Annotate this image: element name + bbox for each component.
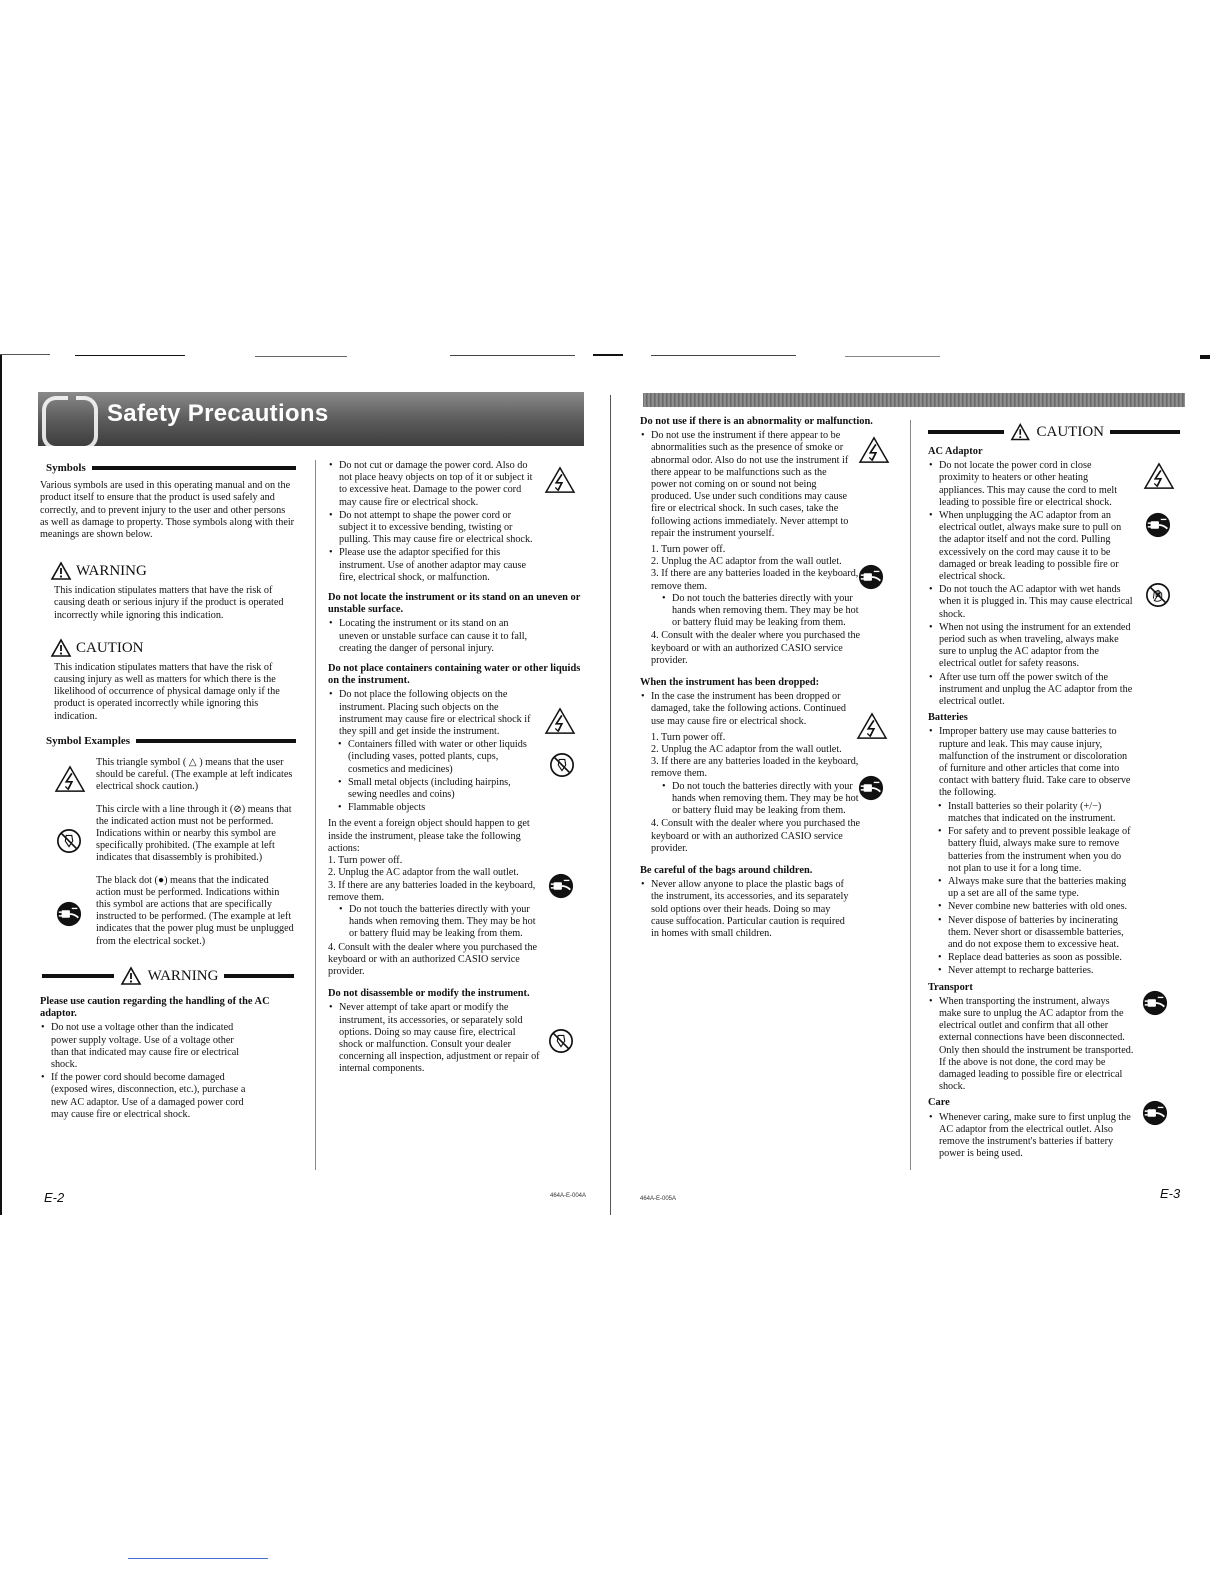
warning-section-heading: WARNING (40, 966, 296, 986)
abnormality-head: Do not use if there is an abnormality or malfunction. (640, 416, 873, 427)
water-containers-list (328, 689, 540, 814)
caution-definition (40, 638, 296, 723)
disassemble-list (328, 1002, 540, 1075)
caution-label: CAUTION (76, 639, 144, 656)
list-item: • After use turn off the power switch of the instrument and unplug the AC adaptor from the electrical outlet. (928, 672, 1134, 709)
list-item: • Do not place the following objects on the instrument. Placing such objects on the instrument may cause fire or electrical shock if they spill and get inside the instrument. (328, 689, 540, 738)
caution-text: This indication stipulates matters that have the risk of causing injury as well as matters for which there is the likelihood of occurrence of physical damage only if the product is operated incorrectly while ignoring this indication. (54, 661, 280, 722)
column-1 (40, 462, 296, 1125)
list-item: • Do not use the instrument if there appear to be abnormalities such as the presence of smoke or abnormal odor. Also do not use the instrument if there appear to be malfunctions such as the power not coming on or sound not being produced. Use under such conditions may cause fire or electrical shock. In such cases, take the following actions immediately. Never attempt to repair the instrument yourself. (640, 430, 850, 540)
warning-text: This indication stipulates matters that have the risk of causing death or serious injury if the product is operated incorrectly while ignoring this indication. (54, 585, 284, 621)
step: 4. Consult with the dealer where you purchased the keyboard or with an authorized CASIO service provider. (651, 818, 861, 854)
page-number-right: E-3 (1160, 1186, 1181, 1201)
page-gutter (610, 395, 611, 1215)
uneven-surface-list (328, 618, 538, 655)
warning-triangle-icon (50, 561, 72, 581)
bags-head: Be careful of the bags around children. (640, 864, 813, 876)
list-item: • Do not touch the batteries directly with your hands when removing them. They may be hot or battery fluid may be leaking from them. (338, 904, 540, 941)
list-item: • Do not touch the AC adaptor with wet hands when it is plugged in. This may cause electrical shock. (928, 584, 1134, 621)
top-rule-5 (651, 355, 796, 356)
step: 1. Turn power off. (651, 731, 726, 743)
warning-definition (40, 561, 296, 622)
warning-label: WARNING (76, 563, 147, 580)
list-item: • Locating the instrument or its stand on an uneven or unstable surface can cause it to fall, creating the danger of personal injury. (328, 618, 538, 655)
list-item: • Do not touch the batteries directly with your hands when removing them. They may be hot or battery fluid may be leaking from them. (661, 781, 861, 818)
list-item: • Install batteries so their polarity (+/−) matches that indicated on the instrument. (937, 801, 1134, 825)
unplug-icon (56, 901, 82, 927)
dot-explanation: The black dot (●) means that the indicated action must be performed. Indications within this symbol are actions that are specifically instructed to be performed. (The example at left indicates that the power plug must be unplugged from the electrical socket.) (96, 874, 294, 947)
care-list (928, 1112, 1134, 1161)
list-item: • When transporting the instrument, always make sure to unplug the AC adaptor from the electrical outlet and confirm that all other external connections have been disconnected. Only then should the instrument be transported. If the above is not done, the cord may be damaged leading to possible fire or electrical shock. (928, 996, 1134, 1094)
page-number-left: E-2 (44, 1190, 65, 1205)
page-title: Safety Precautions (107, 400, 329, 427)
bottom-link-rule (128, 1558, 268, 1559)
symbols-heading: Symbols (46, 462, 296, 474)
list-item: • Do not cut or damage the power cord. Also do not place heavy objects on top of it or subject it to excessive heat. Damage to the power cord may cause fire or electrical shock. (328, 460, 538, 509)
no-water-icon (549, 752, 575, 778)
list-item: • Whenever caring, make sure to first unplug the AC adaptor from the electrical outlet. Also remove the instrument's batteries if battery power is being used. (928, 1112, 1134, 1161)
list-item: • Containers filled with water or other liquids (including vases, potted plants, cups, cosmetics and medicines) (337, 739, 540, 776)
list-item: • Do not locate the power cord in close proximity to heaters or other heating appliances. This may cause the cord to melt leading to possible fire or electrical shock. (928, 460, 1134, 509)
list-item: • Please use the adaptor specified for this instrument. Use of another adaptor may cause fire, electrical shock, or malfunction. (328, 547, 538, 584)
batteries-head: Batteries (928, 712, 968, 724)
unplug-icon (1145, 512, 1171, 538)
doc-code-left: 464A-E-004A (550, 1193, 587, 1199)
example-triangle (40, 757, 296, 794)
top-rule-1 (75, 355, 185, 356)
caution-section-icon (1010, 422, 1031, 442)
electric-shock-icon (1143, 462, 1175, 490)
dropped-steps (640, 732, 861, 855)
list-item: • Flammable objects (337, 802, 540, 814)
column-divider (910, 420, 911, 1170)
no-disassembly-icon (548, 1028, 574, 1054)
symbols-intro: Various symbols are used in this operating manual and on the product itself to ensure that the product is used safely and correctly, and to prevent injury to the user and other persons as well as damage to property. Those symbols along with their meanings are shown below. (40, 480, 295, 541)
step: 4. Consult with the dealer where you purchased the keyboard or with an authorized CASIO service provider. (651, 630, 861, 666)
list-item: • When not using the instrument for an extended period such as when traveling, always make sure to unplug the AC adaptor from the electrical outlet for safety reasons. (928, 622, 1134, 671)
example-circle (40, 804, 296, 865)
electric-shock-icon (54, 765, 86, 793)
list-item: • Do not use a voltage other than the indicated power supply voltage. Use of a voltage other than that indicated may cause fire or electrical shock. (40, 1022, 246, 1071)
list-item: • Always make sure that the batteries making up a set are all of the same type. (937, 876, 1134, 900)
step: 3. If there are any batteries loaded in the keyboard, remove them. (328, 879, 536, 903)
warning-section-icon (120, 966, 142, 986)
doc-code-right: 464A-E-005A (640, 1196, 677, 1202)
unplug-icon (858, 564, 884, 590)
unplug-icon (1142, 990, 1168, 1016)
list-item: • In the case the instrument has been dropped or damaged, take the following actions. Continued use may cause fire or electrical shock. (640, 691, 850, 728)
list-item: • Never combine new batteries with old ones. (937, 901, 1134, 913)
right-banner-strip (643, 393, 1185, 407)
electric-shock-icon (856, 712, 888, 740)
top-rule-6 (845, 356, 940, 357)
step: 2. Unplug the AC adaptor from the wall outlet. (651, 744, 842, 756)
ac-adaptor-caution-list (928, 460, 1134, 708)
ac-adaptor-warning-list (40, 1022, 246, 1121)
list-item: • For safety and to prevent possible leakage of battery fluid, always make sure to remove batteries from the instrument when you do not plan to use it for a long time. (937, 826, 1134, 875)
disassemble-head: Do not disassemble or modify the instrument. (328, 988, 530, 1000)
dropped-list (640, 691, 850, 728)
electric-shock-icon (544, 707, 576, 735)
triangle-explanation: This triangle symbol ( △ ) means that the user should be careful. (The example at left indicates electrical shock caution.) (96, 757, 293, 793)
abnormality-steps (640, 544, 861, 667)
no-disassembly-icon (56, 828, 82, 854)
top-rule-3 (450, 355, 575, 356)
list-item: • When unplugging the AC adaptor from an electrical outlet, always make sure to pull on the adaptor itself and not the cord. Pulling excessively on the cord may cause it to be damaged or break leading to possible fire or electrical shock. (928, 510, 1134, 583)
list-item: • Never attempt of take apart or modify the instrument, its accessories, or separately sold options. Doing so may cause fire, electrical shock or malfunction. Consult your dealer concerning all inspection, adjustment or repair of internal components. (328, 1002, 540, 1075)
list-item: • Small metal objects (including hairpins, sewing needles and coins) (337, 777, 540, 801)
step: 3. If there are any batteries loaded in the keyboard, remove them. (651, 568, 859, 592)
step: 3. If there are any batteries loaded in the keyboard, remove them. (651, 756, 859, 780)
list-item: • If the power cord should become damaged (exposed wires, disconnection, etc.), purchase a new AC adaptor. Use of a damaged power cord may cause fire or electrical shock. (40, 1072, 246, 1121)
transport-head: Transport (928, 981, 973, 993)
left-edge (0, 355, 2, 1215)
dropped-head: When the instrument has been dropped: (640, 677, 820, 689)
uneven-surface-head: Do not locate the instrument or its stand on an uneven or unstable surface. (328, 592, 581, 616)
no-wet-hands-icon (1145, 582, 1171, 608)
unplug-icon (1142, 1100, 1168, 1126)
water-containers-head: Do not place containers containing water or other liquids on the instrument. (328, 663, 581, 687)
bags-list (640, 879, 850, 940)
unplug-icon (548, 873, 574, 899)
transport-list (928, 996, 1134, 1094)
banner-bracket (42, 396, 68, 450)
step: 2. Unplug the AC adaptor from the wall outlet. (328, 867, 519, 879)
step: 4. Consult with the dealer where you purchased the keyboard or with an authorized CASIO service provider. (328, 941, 538, 977)
list-item: • Never dispose of batteries by incinerating them. Never short or disassemble batteries, and do not expose them to excessive heat. (937, 915, 1134, 952)
unplug-icon (858, 775, 884, 801)
foreign-object-text: In the event a foreign object should happen to get inside the instrument, please take the following actions: (328, 818, 530, 854)
banner-bracket-2 (76, 396, 98, 450)
care-head: Care (928, 1097, 950, 1109)
symbol-examples-heading: Symbol Examples (46, 735, 296, 747)
caution-triangle-icon (50, 638, 72, 658)
circle-explanation: This circle with a line through it (⊘) means that the indicated action must not be performed. Indications within or nearby this symbol are specifically prohibited. (The example at left indicates that disassembly is prohibited.) (96, 803, 292, 864)
top-rule-left (0, 354, 50, 355)
electric-shock-icon (544, 466, 576, 494)
power-cord-list (328, 460, 538, 584)
top-rule-2 (255, 356, 347, 357)
top-rule-7 (1200, 355, 1210, 359)
column-4 (928, 422, 1180, 1164)
ac-adaptor-head: AC Adaptor (928, 446, 983, 457)
list-item: • Never allow anyone to place the plastic bags of the instrument, its accessories, and its separately sold options over their heads. Doing so may cause suffocation. Particular caution is required in homes with small children. (640, 879, 850, 940)
list-item: • Do not attempt to shape the power cord or subject it to excessive bending, twisting or pulling. This may cause fire or electrical shock. (328, 510, 538, 547)
electric-shock-icon (858, 436, 890, 464)
batteries-list (928, 726, 1134, 977)
caution-section-heading: CAUTION (928, 422, 1180, 442)
ac-adaptor-caution-head: Please use caution regarding the handling of the AC adaptor. (40, 995, 270, 1020)
step: 1. Turn power off. (651, 544, 726, 556)
list-item: • Improper battery use may cause batteries to rupture and leak. This may cause injury, malfunction of the instrument or discoloration of furniture and other articles that come into contact with battery fluid. Take care to observe the following. (928, 726, 1134, 799)
list-item: • Do not touch the batteries directly with your hands when removing them. They may be hot or battery fluid may be leaking from them. (661, 593, 861, 630)
abnormality-list (640, 430, 850, 540)
foreign-object-steps (328, 855, 540, 978)
top-rule-4 (593, 354, 623, 356)
column-2 (328, 460, 586, 1080)
list-item: • Replace dead batteries as soon as possible. (937, 952, 1134, 964)
step: 1. Turn power off. (328, 855, 403, 867)
step: 2. Unplug the AC adaptor from the wall outlet. (651, 556, 842, 568)
example-dot (40, 875, 296, 948)
column-3 (640, 416, 892, 944)
column-divider (315, 460, 316, 1170)
list-item: • Never attempt to recharge batteries. (937, 965, 1134, 977)
